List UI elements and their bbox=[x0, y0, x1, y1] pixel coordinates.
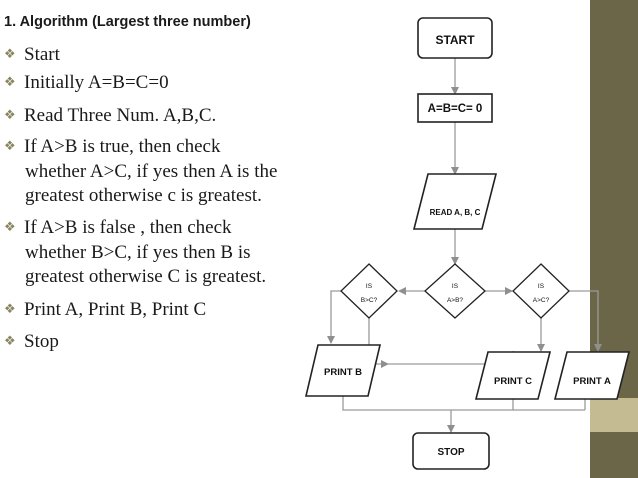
print-c-label: PRINT C bbox=[494, 376, 532, 387]
bullet-text: If A>B is false , then check bbox=[24, 217, 232, 238]
decision-a-gt-b bbox=[425, 264, 485, 318]
bullet-text: Stop bbox=[24, 331, 59, 352]
bullet-text: greatest otherwise c is greatest. bbox=[25, 185, 262, 206]
start-label: START bbox=[435, 33, 475, 47]
arrow-left-to-printb bbox=[331, 291, 341, 343]
decision-b-gt-c-label-1: IS bbox=[365, 283, 373, 290]
bullet-text: Initially A=B=C=0 bbox=[24, 72, 169, 93]
bullet-diamond-icon: ❖ bbox=[4, 138, 16, 153]
print-a-label: PRINT A bbox=[573, 376, 611, 387]
decision-b-gt-c-label-2: B>C? bbox=[360, 297, 378, 304]
decision-a-gt-c-label-2: A>C? bbox=[532, 297, 550, 304]
bullet-diamond-icon: ❖ bbox=[4, 301, 16, 316]
decision-a-gt-b-label-1: IS bbox=[451, 283, 459, 290]
bullet-diamond-icon: ❖ bbox=[4, 219, 16, 234]
decision-b-gt-c bbox=[341, 264, 397, 318]
line-merge-bottom bbox=[343, 396, 585, 410]
bullet-text: If A>B is true, then check bbox=[24, 136, 221, 157]
print-b-label: PRINT B bbox=[324, 367, 362, 378]
slide-title: 1. Algorithm (Largest three number) bbox=[4, 14, 251, 30]
arrow-right-to-printa bbox=[569, 291, 598, 351]
bullet-diamond-icon: ❖ bbox=[4, 333, 16, 348]
read-label: READ A, B, C bbox=[429, 208, 481, 217]
bullet-text: greatest otherwise C is greatest. bbox=[25, 266, 267, 287]
decision-a-gt-c bbox=[513, 264, 569, 318]
bullet-text: Start bbox=[24, 44, 60, 65]
bullet-diamond-icon: ❖ bbox=[4, 107, 16, 122]
bullet-diamond-icon: ❖ bbox=[4, 46, 16, 61]
decision-a-gt-c-label-1: IS bbox=[537, 283, 545, 290]
bullet-text: whether A>C, if yes then A is the bbox=[25, 160, 278, 182]
init-label: A=B=C= 0 bbox=[427, 103, 483, 115]
decision-a-gt-b-label-2: A>B? bbox=[446, 297, 464, 304]
read-input bbox=[414, 174, 496, 229]
bullet-text: Read Three Num. A,B,C. bbox=[24, 105, 217, 126]
bullet-text: Print A, Print B, Print C bbox=[24, 299, 207, 320]
stop-label: STOP bbox=[437, 447, 465, 458]
bullet-text: whether B>C, if yes then B is bbox=[25, 241, 251, 263]
bullet-diamond-icon: ❖ bbox=[4, 74, 16, 89]
